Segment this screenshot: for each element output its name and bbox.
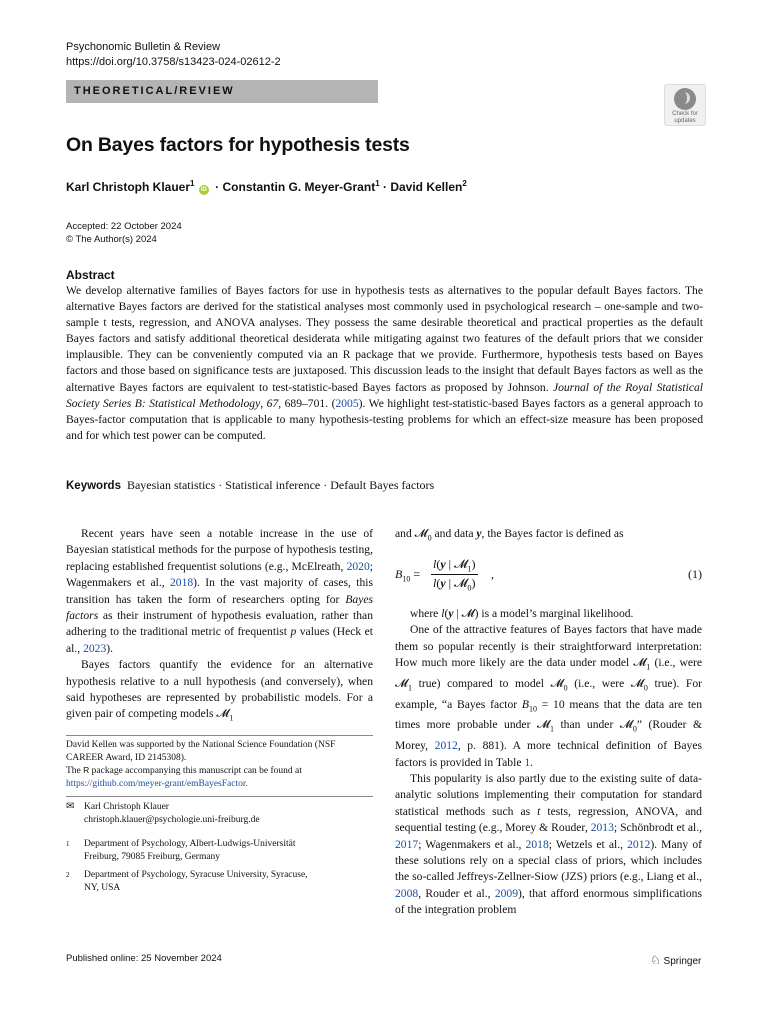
body-column-left bbox=[66, 526, 373, 727]
accepted-date: Accepted: 22 October 2024 bbox=[66, 221, 182, 232]
author-name[interactable]: Karl Christoph Klauer bbox=[66, 180, 191, 194]
affiliation: 1 Department of Psychology, Albert-Ludwigs-Universität Freiburg, 79085 Freiburg, Germany bbox=[66, 839, 296, 862]
footnote bbox=[66, 735, 373, 790]
article-title: On Bayes factors for hypothesis tests bbox=[66, 134, 410, 156]
doi-link[interactable]: https://doi.org/10.3758/s13423-024-02612-2 bbox=[66, 56, 281, 68]
paragraph-continued: and 𝓜$_0$ and data y, the Bayes factor is defined as bbox=[395, 527, 624, 543]
journal-name: Psychonomic Bulletin & Review bbox=[66, 41, 221, 53]
envelope-icon: ✉ bbox=[66, 801, 75, 812]
corresponding-author bbox=[66, 796, 373, 826]
copyright: © The Author(s) 2024 bbox=[66, 234, 157, 245]
citation-link[interactable]: 2018 bbox=[525, 837, 549, 851]
paragraph: where l(y | 𝓜) is a model’s marginal likelihood. bbox=[410, 607, 634, 620]
citation-link[interactable]: 2017 bbox=[395, 837, 419, 851]
check-for-updates-badge[interactable]: Check for updates bbox=[664, 84, 706, 126]
package-note: The R package accompanying this manuscript can be found at bbox=[66, 765, 302, 777]
citation-link[interactable]: 2012 bbox=[434, 739, 458, 753]
journal-header bbox=[66, 40, 281, 70]
table-link[interactable]: 1 bbox=[524, 755, 531, 769]
paragraph: One of the attractive features of Bayes factors that have made them so popular recently is their straightforward interpretation: How much more likely are the data under model 𝓜$_1$ (i.e., were 𝓜$_1$ true) compared to model 𝓜$_0$ (i.e., were 𝓜$_0$ true). For example, “a Bayes factor $B_{10} = 10$ means that the data are ten times more probable under 𝓜$_1$ than under 𝓜$_0$” (Rouder & Morey, 2012, p. 881). A more technical definition of Bayes factors is provided in Table 1. bbox=[395, 623, 703, 769]
affiliation: 2 Department of Psychology, Syracuse University, Syracuse, NY, USA bbox=[66, 870, 308, 893]
citation-link[interactable]: 2008 bbox=[395, 886, 419, 900]
citation-link[interactable]: 2013 bbox=[590, 821, 614, 835]
citation-link[interactable]: 2012 bbox=[627, 837, 651, 851]
abstract-heading: Abstract bbox=[66, 268, 115, 282]
paragraph: This popularity is also partly due to the existing suite of data-analytic solutions implementing their computation for standard statistical methods such as t tests, regression, ANOVA, and sequential testing (e.g., Morey & Rouder, 2013; Schönbrodt et al., 2017; Wagenmakers et al., 2018; Wetzels et al., 2012). Many of these solutions rely on a special class of priors, which includes the so-called Jeffreys-Zellner-Siow (JZS) priors (e.g., Liang et al., 2008, Rouder et al., 2009), that afford enormous simplifications of the integration problem bbox=[395, 771, 702, 917]
orcid-icon[interactable]: iD bbox=[200, 187, 207, 193]
corresponding-name: Karl Christoph Klauer bbox=[84, 802, 169, 812]
article-dates bbox=[66, 220, 182, 246]
keywords-label: Keywords bbox=[66, 480, 121, 492]
citation-link[interactable]: 2005 bbox=[335, 396, 359, 410]
citation-link[interactable]: 2023 bbox=[83, 641, 107, 655]
article-type-banner: THEORETICAL/REVIEW bbox=[66, 80, 378, 103]
author-name[interactable]: David Kellen bbox=[390, 180, 463, 194]
citation-link[interactable]: 2018 bbox=[169, 576, 194, 590]
keywords-value: Bayesian statistics · Statistical inference · Default Bayes factors bbox=[126, 478, 435, 492]
author-list: Karl Christoph Klauer$^1$ iD · Constantin G. Meyer-Grant$^1$ · David Kellen$^2$ bbox=[66, 179, 467, 194]
author-name[interactable]: Constantin G. Meyer-Grant bbox=[222, 180, 376, 194]
corresponding-email[interactable]: christoph.klauer@psychologie.uni-freiburg.de bbox=[84, 814, 260, 825]
check-for-updates-icon bbox=[674, 88, 696, 110]
paragraph: Recent years have seen a notable increase in the use of Bayesian statistical methods for the purpose of hypothesis testing, replacing established frequentist solutions (e.g., McElreath, 2020; Wagenmakers et al., 2018). In the vast majority of cases, this transition has taken the form of researchers opting for Bayes factors as their instrument of hypothesis evaluation, rather than adhering to the traditional metric of frequentist p values (Heck et al., 2023). bbox=[66, 527, 373, 655]
springer-horse-icon: ♘ bbox=[650, 953, 661, 967]
equation-number: (1) bbox=[688, 567, 702, 581]
paragraph: Bayes factors quantify the evidence for an alternative hypothesis relative to a null hypothesis (and conversely), when said hypotheses are represented by probabilistic models. For a given pair of competing models 𝓜$_1$ bbox=[66, 658, 373, 723]
github-link[interactable]: https://github.com/meyer-grant/emBayesFactor. bbox=[66, 778, 248, 789]
abstract-text: We develop alternative families of Bayes factors for use in hypothesis tests as alternatives to the popular default Bayes factors. The alternative Bayes factors are derived for the statistical analyses most commonly used in psychological research – one-sample and two-sample t tests, regression, and ANOVA analyses. They possess the same desirable theoretical and practical properties as the default Bayes factors and satisfy additional theoretical desiderata while mitigating against two features of the default priors that we consider implausible. They can be conveniently computed via an R package that we provide. Furthermore, hypothesis tests based on Bayes factors and those based on significance tests are juxtaposed. This discussion leads to the insight that default Bayes factors as well as the alternative Bayes factors are equivalent to test-statistic-based Bayes factors as proposed by Johnson. Journal of the Royal Statistical Society Series B: Statistical Methodology, 67, 689–701. (2005). We highlight test-statistic-based Bayes factors as a general approach to Bayes-factor computation that is applicable to many hypothesis-testing problems for which an effect-size measure has been proposed and for which test power can be computed. bbox=[66, 284, 704, 442]
publisher-logo: ♘ Springer bbox=[650, 953, 702, 967]
equation-bayes-factor: $B_{10}$ = l(y | 𝓜$_1$) l(y | 𝓜$_0$) , (1) bbox=[395, 557, 702, 593]
keywords bbox=[66, 478, 434, 493]
published-date: Published online: 25 November 2024 bbox=[66, 953, 222, 964]
body-column-right bbox=[395, 606, 702, 919]
citation-link[interactable]: 2009 bbox=[494, 886, 519, 900]
citation-link[interactable]: 2020 bbox=[346, 559, 370, 573]
funding-note: David Kellen was supported by the National Science Foundation (NSF CAREER Award, ID 2145308). bbox=[66, 740, 336, 763]
